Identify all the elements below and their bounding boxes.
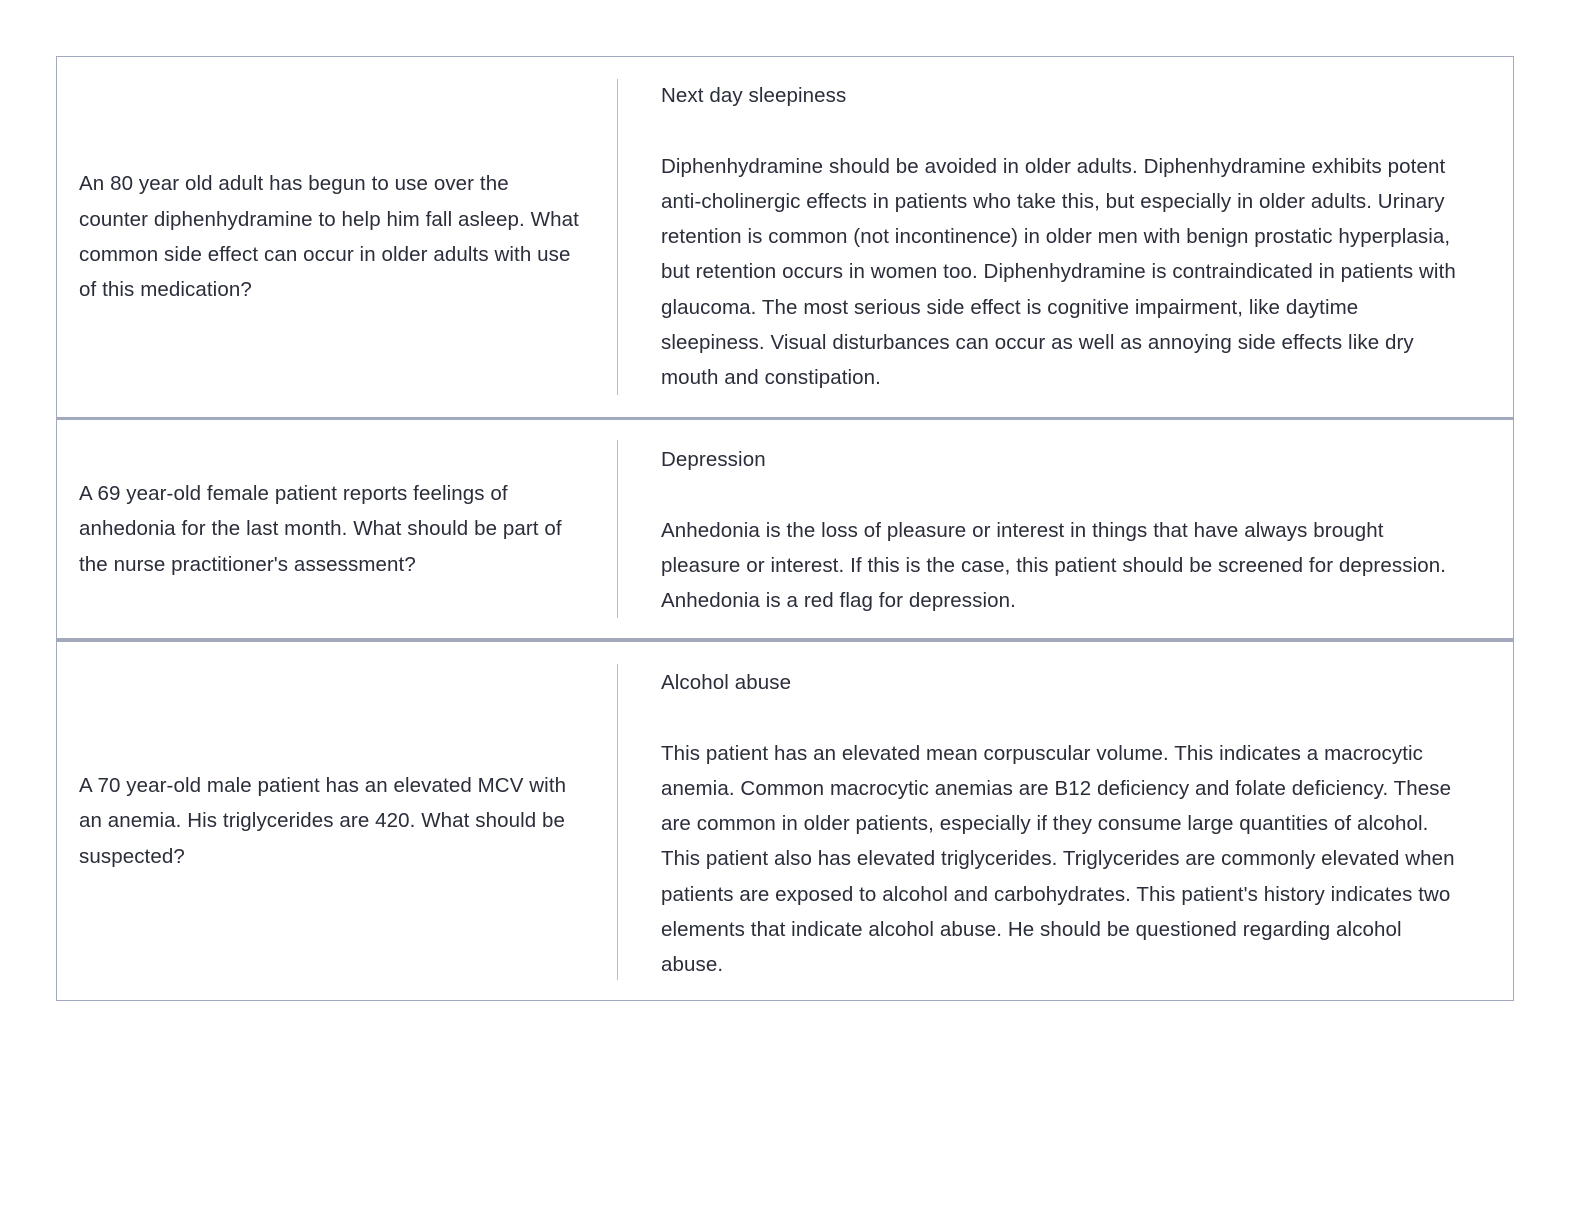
- answer-title: Depression: [661, 448, 766, 471]
- answer-panel: [661, 78, 1461, 396]
- column-divider: [617, 79, 618, 395]
- answer-title: Next day sleepiness: [661, 84, 847, 107]
- column-divider: [617, 440, 618, 618]
- answer-explanation: Diphenhydramine should be avoided in older adults. Diphenhydramine exhibits potent anti-cholinergic effects in patients who take this, but especially in older adults. Urinary retention is common (not incontinence) in older men with benign prostatic hyperplasia, but retention occurs in women too. Diphenhydramine is contraindicated in patients with glaucoma. The most serious side effect is cognitive impairment, like daytime sleepiness. Visual disturbances can occur as well as annoying side effects like dry mouth and constipation.: [661, 154, 1456, 390]
- flashcard-list: [56, 56, 1514, 1001]
- flashcard: [56, 56, 1514, 418]
- answer-panel: [661, 442, 1461, 618]
- question-text: A 69 year-old female patient reports feelings of anhedonia for the last month. What should be part of the nurse practitioner's assessment?: [79, 482, 562, 576]
- question-text: A 70 year-old male patient has an elevated MCV with an anemia. His triglycerides are 420. What should be suspected?: [79, 774, 567, 868]
- flashcard: [56, 639, 1514, 1001]
- answer-title: Alcohol abuse: [661, 671, 792, 694]
- flashcard: [56, 418, 1514, 639]
- question-text: An 80 year old adult has begun to use over the counter diphenhydramine to help him fall asleep. What common side effect can occur in older adults with use of this medication?: [79, 172, 579, 302]
- column-divider: [617, 664, 618, 980]
- answer-panel: [661, 665, 1461, 983]
- answer-explanation: This patient has an elevated mean corpuscular volume. This indicates a macrocytic anemia. Common macrocytic anemias are B12 deficiency and folate deficiency. These are common in older patients, especially if they consume large quantities of alcohol. This patient also has elevated triglycerides. Triglycerides are commonly elevated when patients are exposed to alcohol and carbohydrates. This patient's history indicates two elements that indicate alcohol abuse. He should be questioned regarding alcohol abuse.: [661, 741, 1455, 977]
- answer-explanation: Anhedonia is the loss of pleasure or interest in things that have always brought pleasure or interest. If this is the case, this patient should be screened for depression. Anhedonia is a red flag for depression.: [661, 518, 1447, 613]
